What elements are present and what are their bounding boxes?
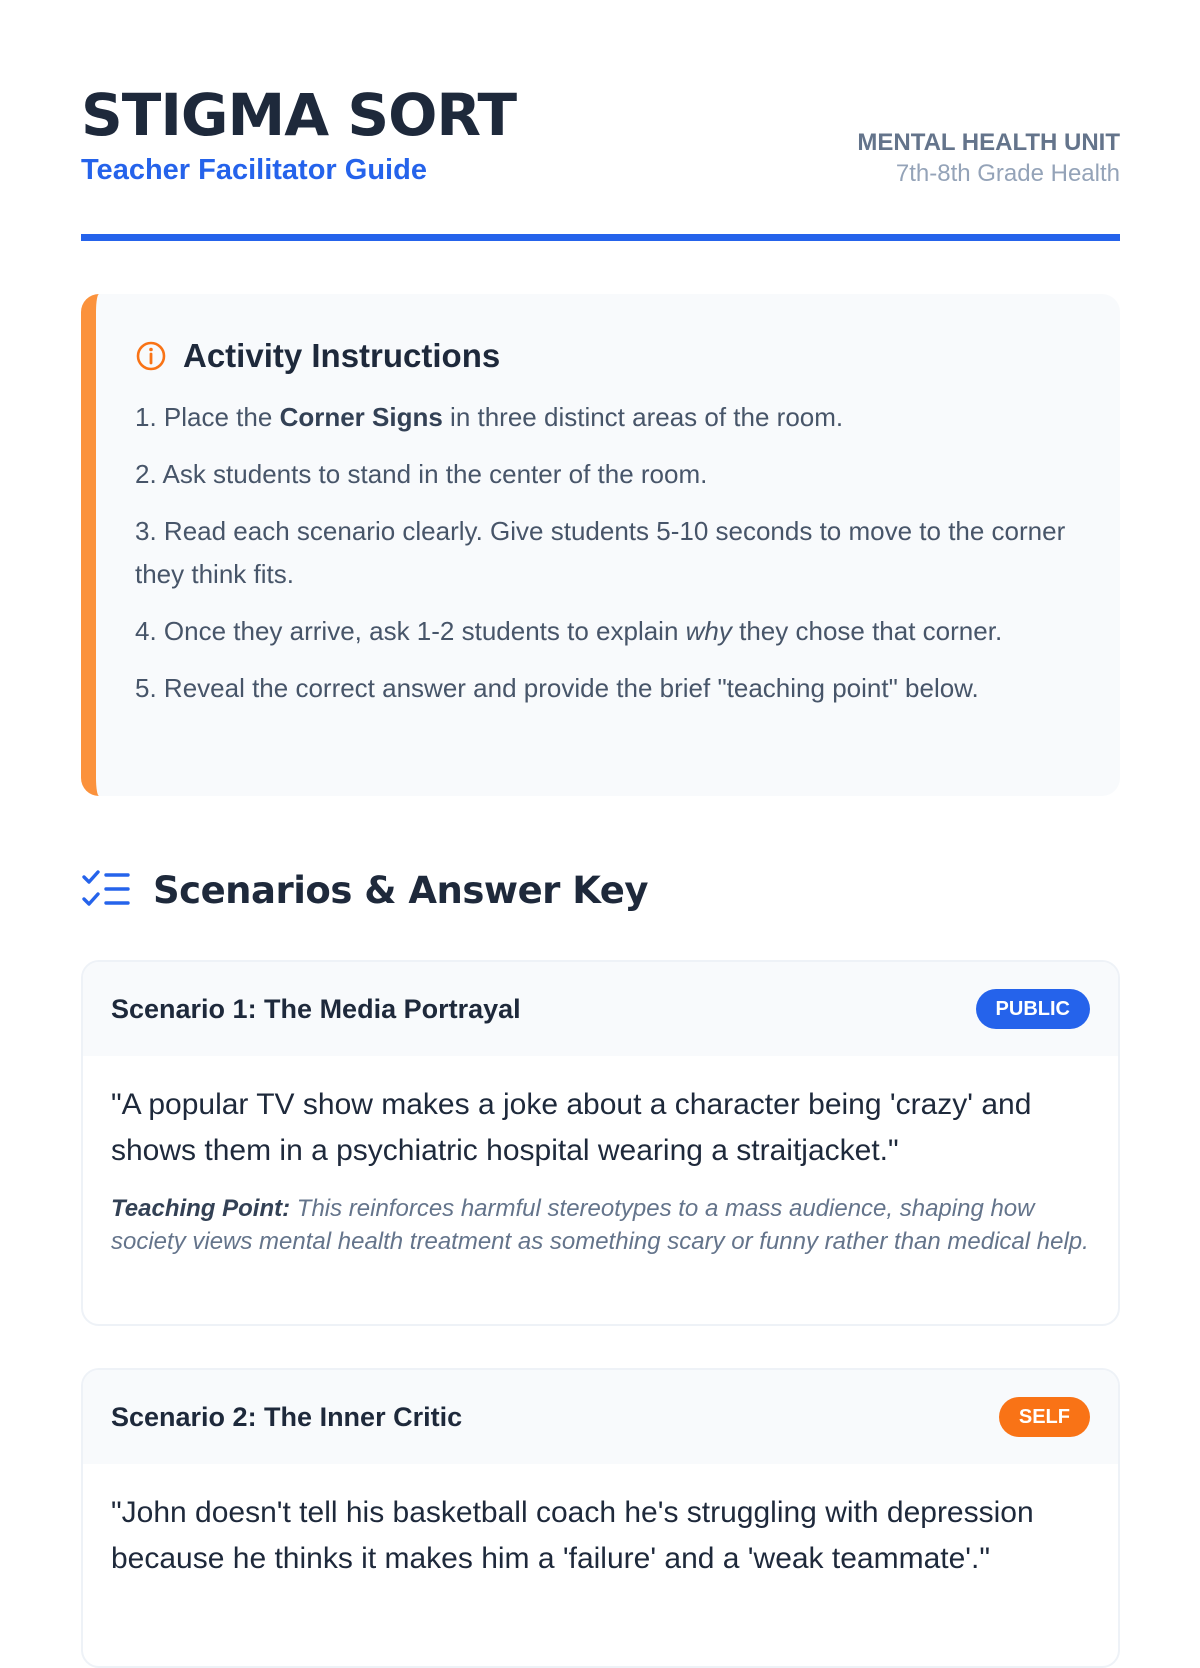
instruction-item [135,396,1085,439]
instruction-text: Reveal the correct answer and provide the brief "teaching point" below. [163,673,979,703]
unit-info [857,128,1120,190]
answer-badge-public: PUBLIC [976,989,1090,1029]
instruction-bold: Corner Signs [279,402,443,432]
section-title: Scenarios & Answer Key [153,868,649,912]
scenario-body [83,1464,1118,1582]
instruction-item [135,610,1085,653]
section-header [81,868,648,912]
instruction-italic: why [685,616,732,646]
page-title: STIGMA SORT [81,81,517,149]
grade-level: 7th-8th Grade Health [895,160,1120,187]
instruction-number: 4. [135,616,157,646]
instructions-list [135,396,1085,724]
scenario-title: Scenario 2: The Inner Critic [111,1401,463,1432]
instruction-text: Once they arrive, ask 1-2 students to explain [163,616,686,646]
scenario-header [83,962,1118,1056]
instruction-number: 1. [135,402,157,432]
page-subtitle: Teacher Facilitator Guide [81,154,427,186]
instruction-item [135,510,1085,596]
instruction-item [135,667,1085,710]
teaching-point [111,1192,1090,1258]
unit-name: MENTAL HEALTH UNIT [857,129,1120,156]
instruction-text: they chose that corner. [731,616,1003,646]
instruction-text: in three distinct areas of the room. [442,402,844,432]
instruction-text: Read each scenario clearly. Give students 5-10 seconds to move to the corner they think fits. [135,516,1066,589]
teaching-point-label: Teaching Point: [111,1195,291,1222]
instructions-title: Activity Instructions [183,337,501,374]
instruction-text: Place the [163,402,280,432]
instruction-item [135,453,1085,496]
scenario-card [81,1368,1120,1668]
scenario-quote: "A popular TV show makes a joke about a character being 'crazy' and shows them in a psychiatric hospital wearing a straitjacket." [111,1088,1032,1167]
instruction-number: 3. [135,516,157,546]
scenario-body [83,1056,1118,1258]
instructions-header [135,336,500,376]
header [81,0,1120,242]
teaching-point-text: This reinforces harmful stereotypes to a mass audience, shaping how society views mental health treatment as something scary or funny rather than medical help. [111,1195,1089,1255]
scenario-title: Scenario 1: The Media Portrayal [111,993,521,1024]
scenario-header [83,1370,1118,1464]
answer-badge-self: SELF [999,1397,1090,1437]
scenario-quote: "John doesn't tell his basketball coach he's struggling with depression because he thinks it makes him a 'failure' and a 'weak teammate'." [111,1496,1034,1575]
instruction-number: 2. [135,459,157,489]
scenario-card [81,960,1120,1326]
instruction-text: Ask students to stand in the center of the room. [162,459,708,489]
info-icon [135,340,167,372]
checklist-icon [81,868,131,912]
header-divider [81,234,1120,241]
page [81,0,1120,1575]
instructions-panel [81,294,1120,796]
instruction-number: 5. [135,673,157,703]
